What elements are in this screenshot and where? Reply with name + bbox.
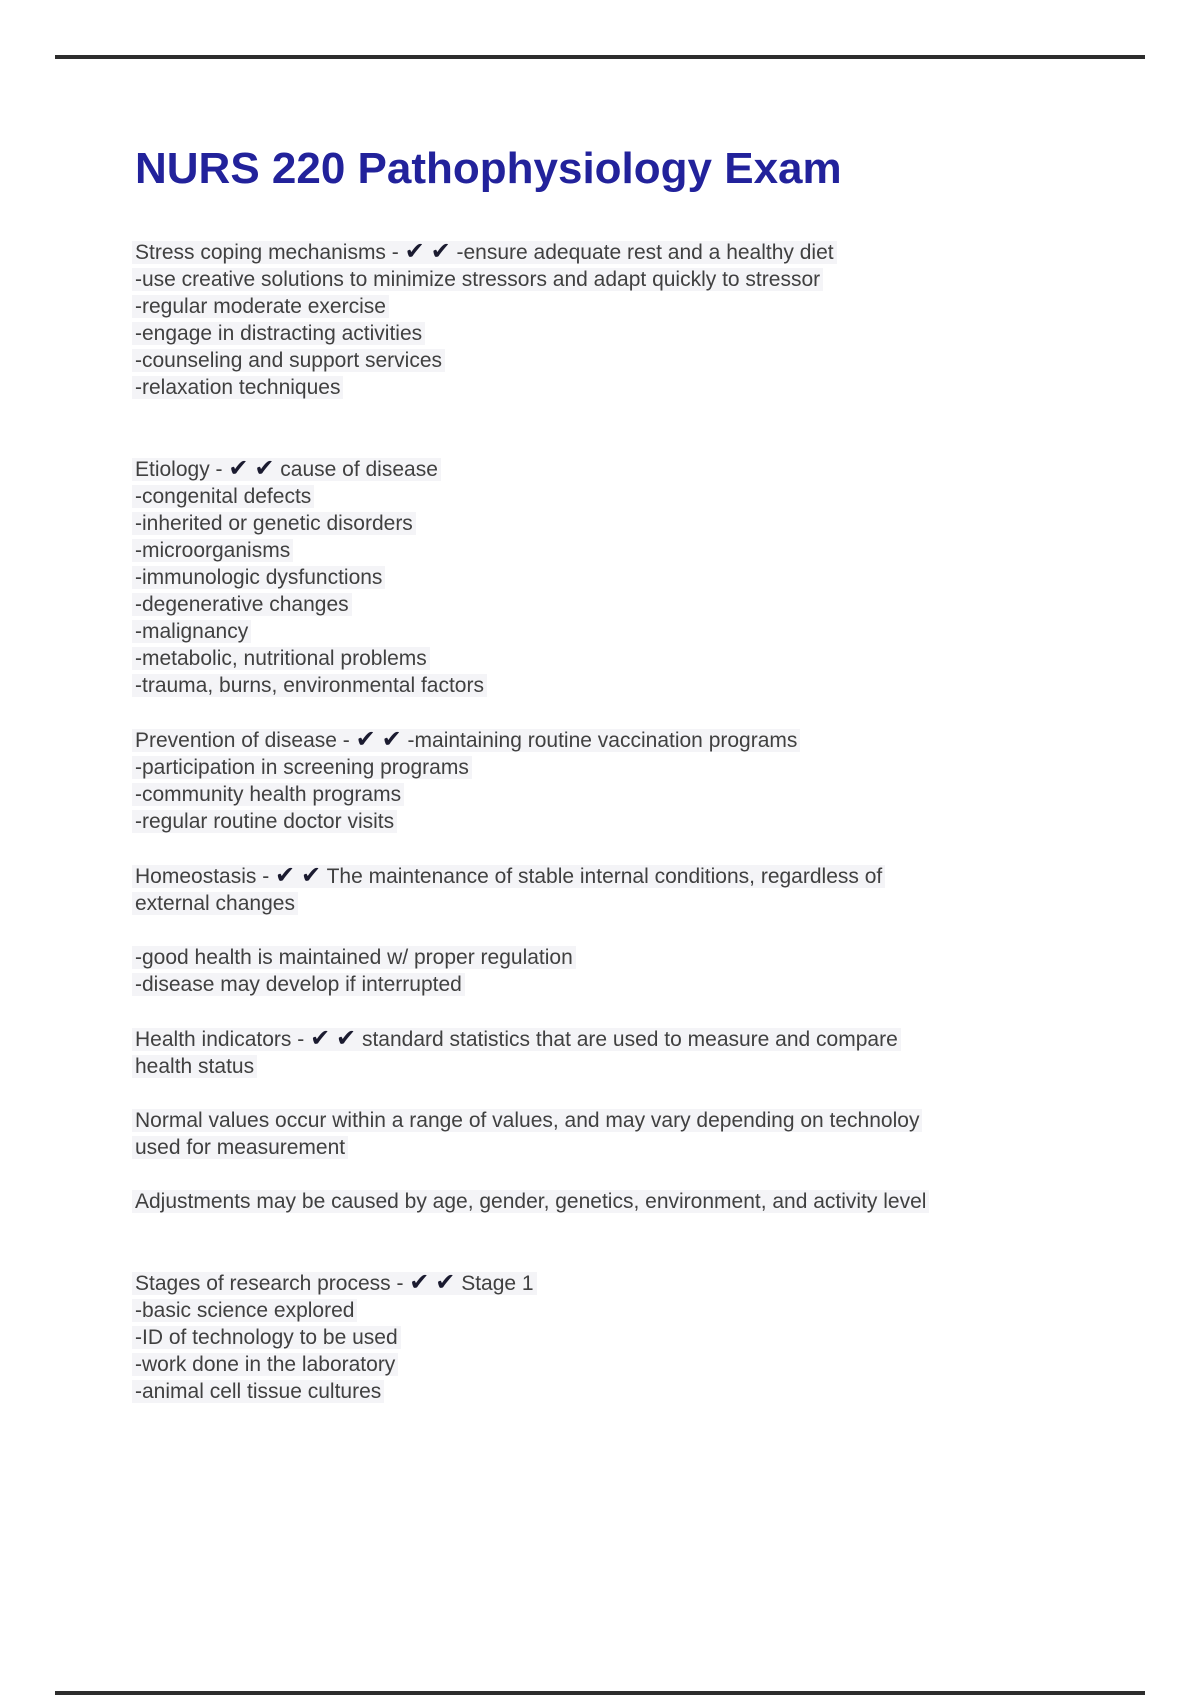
checkmark-icon: ✔ [228, 454, 249, 482]
text-line: -microorganisms [135, 539, 291, 562]
checkmark-icon: ✔ [336, 1024, 357, 1052]
text-line: -use creative solutions to minimize stressors and adapt quickly to stressor [135, 268, 821, 291]
text-line: -good health is maintained w/ proper regulation [135, 946, 573, 969]
checkmark-icon: ✔ [301, 861, 322, 889]
text-line: Normal values occur within a range of values, and may vary depending on technoloy [135, 1109, 920, 1132]
text-line: -degenerative changes [135, 593, 349, 616]
text-line: Health indicators - ✔ ✔ standard statistics that are used to measure and compare [135, 1024, 898, 1052]
checkmark-icon: ✔ [355, 725, 376, 753]
top-divider [55, 55, 1145, 59]
checkmark-icon: ✔ [435, 1268, 456, 1296]
paragraph-stages-of-research-process [135, 1269, 1165, 1405]
checkmark-icon: ✔ [381, 725, 402, 753]
checkmark-icon: ✔ [404, 237, 425, 265]
paragraph-prevention-of-disease [135, 726, 1165, 835]
page-title: NURS 220 Pathophysiology Exam [135, 144, 842, 193]
text-line: -engage in distracting activities [135, 322, 423, 345]
text-line: health status [135, 1055, 255, 1078]
text-line: -basic science explored [135, 1299, 355, 1322]
text-line: -inherited or genetic disorders [135, 512, 413, 535]
bottom-divider [55, 1691, 1145, 1695]
text-line: used for measurement [135, 1136, 346, 1159]
text-line: -relaxation techniques [135, 376, 341, 399]
text-line: -trauma, burns, environmental factors [135, 674, 484, 697]
document-content [135, 143, 1165, 1432]
text-line: -animal cell tissue cultures [135, 1380, 382, 1403]
paragraph-homeostasis-notes [135, 944, 1165, 998]
text-line: -regular routine doctor visits [135, 810, 395, 833]
text-line: -participation in screening programs [135, 756, 469, 779]
text-line: -immunologic dysfunctions [135, 566, 383, 589]
checkmark-icon: ✔ [430, 237, 451, 265]
checkmark-icon: ✔ [275, 861, 296, 889]
text-line: Homeostasis - ✔ ✔ The maintenance of stable internal conditions, regardless of [135, 861, 883, 889]
text-line: -malignancy [135, 620, 249, 643]
paragraph-homeostasis [135, 862, 1165, 917]
text-line: Stages of research process - ✔ ✔ Stage 1 [135, 1268, 534, 1296]
text-line: -ID of technology to be used [135, 1326, 398, 1349]
text-line: -metabolic, nutritional problems [135, 647, 427, 670]
text-line: Stress coping mechanisms - ✔ ✔ -ensure adequate rest and a healthy diet [135, 237, 834, 265]
document-body [135, 238, 1165, 1405]
text-line: -community health programs [135, 783, 402, 806]
paragraph-etiology [135, 455, 1165, 699]
text-line: -congenital defects [135, 485, 312, 508]
text-line: -counseling and support services [135, 349, 443, 372]
text-line: -disease may develop if interrupted [135, 973, 462, 996]
text-line: Etiology - ✔ ✔ cause of disease [135, 454, 438, 482]
text-line: Prevention of disease - ✔ ✔ -maintaining routine vaccination programs [135, 725, 798, 753]
paragraph-health-indicators [135, 1025, 1165, 1080]
checkmark-icon: ✔ [254, 454, 275, 482]
checkmark-icon: ✔ [310, 1024, 331, 1052]
checkmark-icon: ✔ [409, 1268, 430, 1296]
text-line: external changes [135, 892, 295, 915]
paragraph-adjustments [135, 1188, 1165, 1215]
text-line: -work done in the laboratory [135, 1353, 396, 1376]
paragraph-normal-values [135, 1107, 1165, 1161]
paragraph-stress-coping-mechanisms [135, 238, 1165, 401]
text-line: Adjustments may be caused by age, gender, genetics, environment, and activity level [135, 1190, 927, 1213]
text-line: -regular moderate exercise [135, 295, 386, 318]
